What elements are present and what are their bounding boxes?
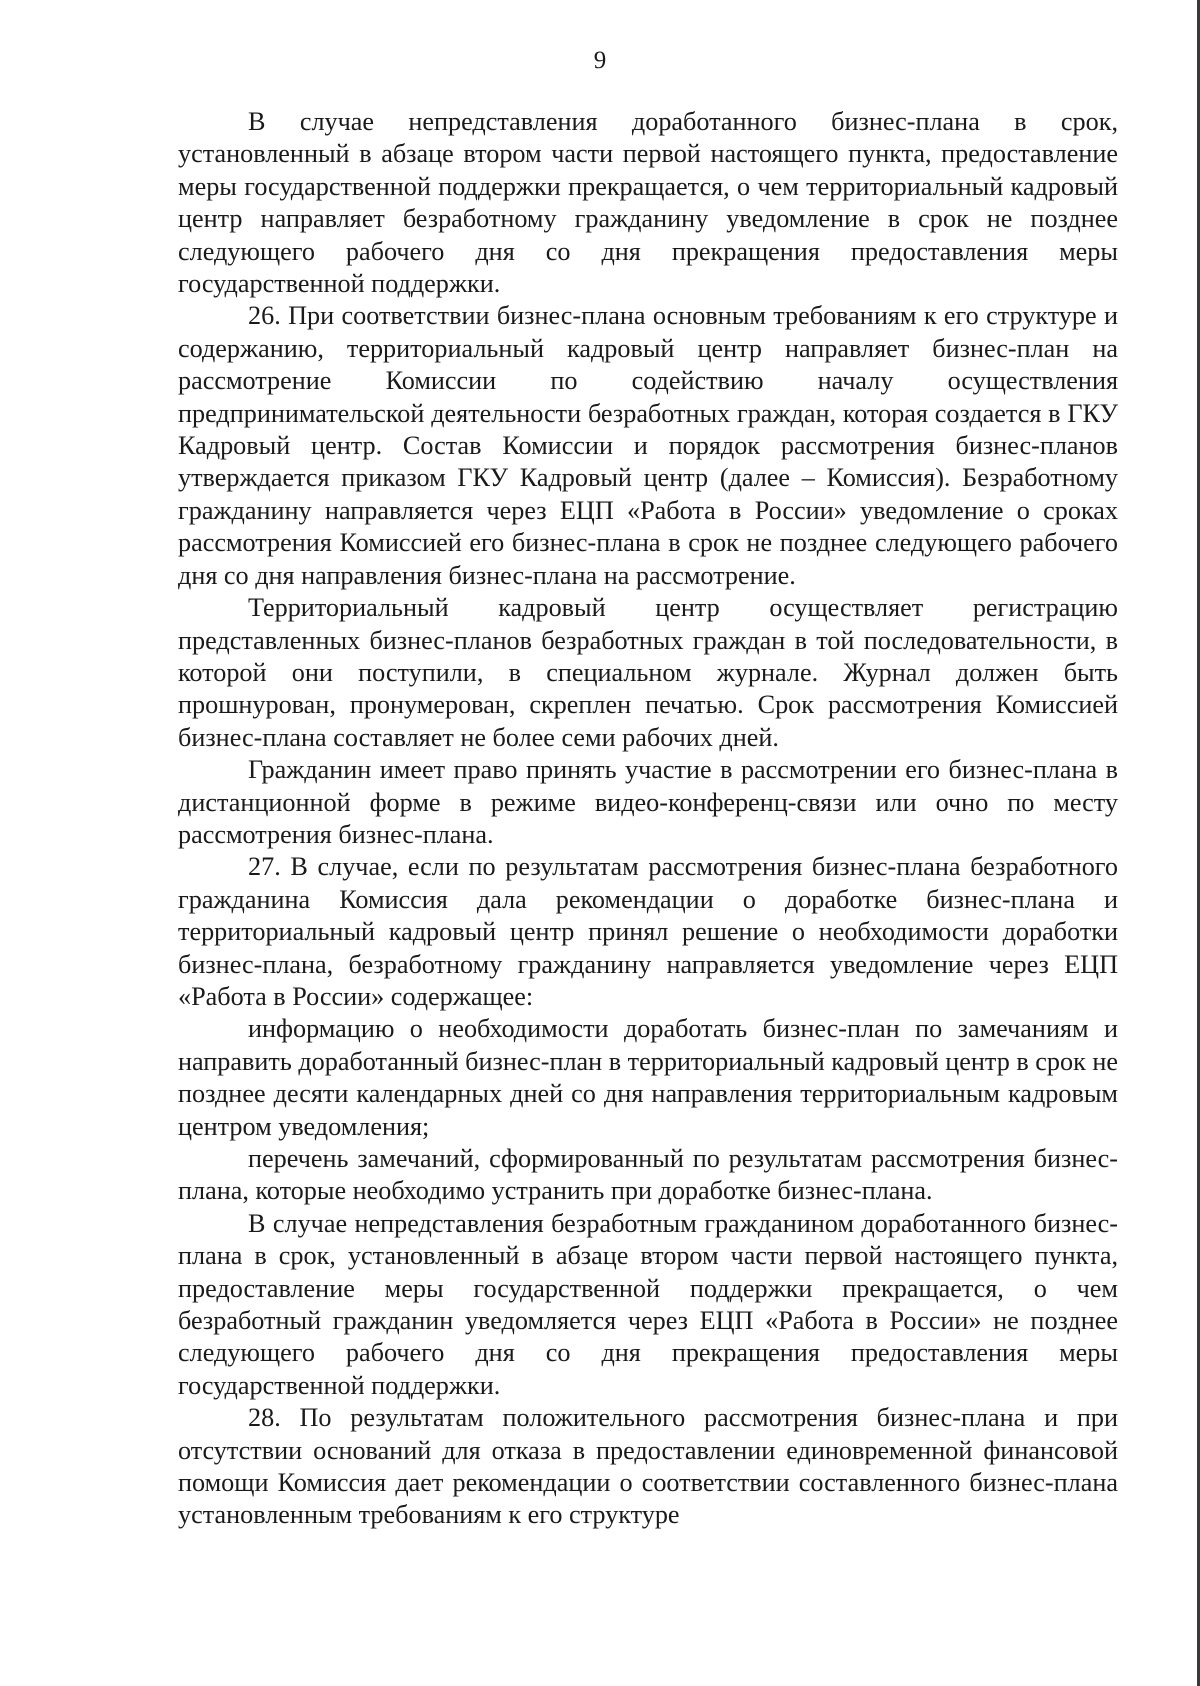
paragraph: Территориальный кадровый центр осуществляет регистрацию представленных бизнес-планов безработных граждан в той последовательности, в которой они поступили, в специальном журнале. Журнал должен быть прошнурован, пронумерован, скреплен печатью. Срок рассмотрения Комиссией бизнес-плана составляет не более семи рабочих дней. bbox=[178, 593, 1118, 752]
paragraph: 27. В случае, если по результатам рассмотрения бизнес-плана безработного гражданина Комиссия дала рекомендации о доработке бизнес-плана и территориальный кадровый центр принял решение о необходимости доработки бизнес-плана, безработному гражданину направляется уведомление через ЕЦП «Работа в России» содержащее: bbox=[178, 852, 1118, 1011]
paragraph: В случае непредставления безработным гражданином доработанного бизнес-плана в срок, установленный в абзаце втором части первой настоящего пункта, предоставление меры государственной поддержки прекращается, о чем безработный гражданин уведомляется через ЕЦП «Работа в России» не позднее следующего рабочего дня со дня прекращения предоставления меры государственной поддержки. bbox=[178, 1208, 1118, 1400]
page-number: 9 bbox=[593, 47, 607, 74]
paragraph: В случае непредставления доработанного бизнес-плана в срок, установленный в абзаце втором части первой настоящего пункта, предоставление меры государственной поддержки прекращается, о чем территориальный кадровый центр направляет безработному гражданину уведомление в срок не позднее следующего рабочего дня со дня прекращения предоставления меры государственной поддержки. bbox=[178, 107, 1118, 299]
paragraph: информацию о необходимости доработать бизнес-план по замечаниям и направить доработанный бизнес-план в территориальный кадровый центр в срок не позднее десяти календарных дней со дня направления территориальным кадровым центром уведомления; bbox=[178, 1014, 1118, 1141]
paragraph: Гражданин имеет право принять участие в рассмотрении его бизнес-плана в дистанционной форме в режиме видео-конференц-связи или очно по месту рассмотрения бизнес-плана. bbox=[178, 755, 1118, 849]
paragraph: 28. По результатам положительного рассмотрения бизнес-плана и при отсутствии оснований для отказа в предоставлении единовременной финансовой помощи Комиссия дает рекомендации о соответствии составленного бизнес-плана установленным требованиям к его структуре bbox=[178, 1403, 1118, 1530]
document-body bbox=[178, 106, 1118, 1532]
paragraph: 26. При соответствии бизнес-плана основным требованиям к его структуре и содержанию, территориальный кадровый центр направляет бизнес-план на рассмотрение Комиссии по содействию началу осуществления предпринимательской деятельности безработных граждан, которая создается в ГКУ Кадровый центр. Состав Комиссии и порядок рассмотрения бизнес-планов утверждается приказом ГКУ Кадровый центр (далее – Комиссия). Безработному гражданину направляется через ЕЦП «Работа в России» уведомление о сроках рассмотрения Комиссией его бизнес-плана в срок не позднее следующего рабочего дня со дня направления бизнес-плана на рассмотрение. bbox=[178, 301, 1118, 590]
paragraph: перечень замечаний, сформированный по результатам рассмотрения бизнес-плана, которые необходимо устранить при доработке бизнес-плана. bbox=[178, 1144, 1118, 1206]
